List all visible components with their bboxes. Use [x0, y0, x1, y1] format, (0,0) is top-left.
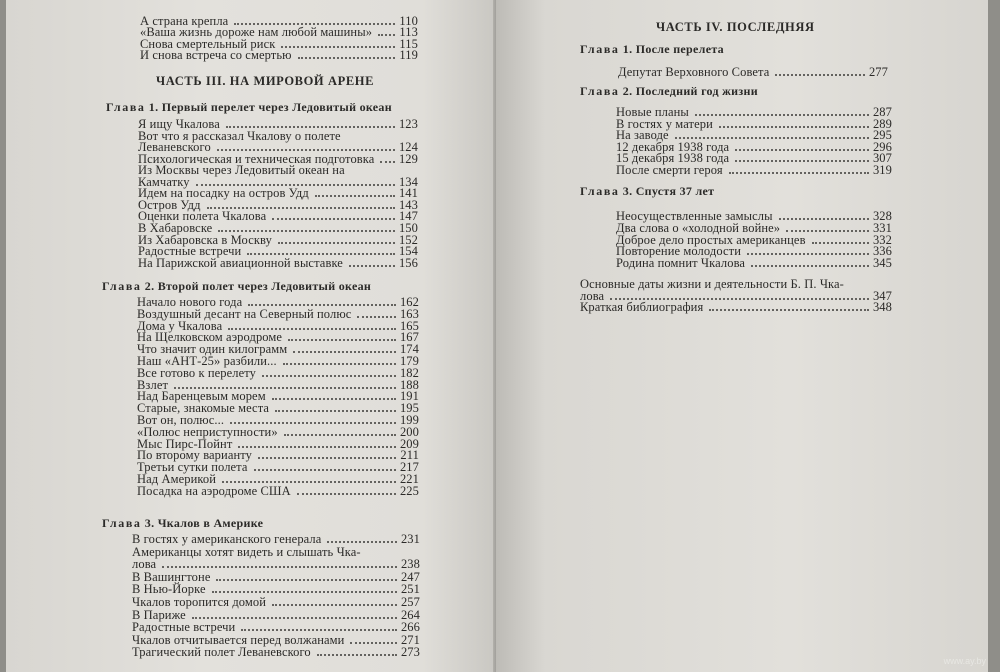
toc-entry-title: И снова встреча со смертью [140, 48, 292, 63]
dot-leader [216, 579, 396, 581]
dot-leader [357, 316, 396, 318]
toc-entry-title: Я ищу Чкалова [138, 117, 220, 131]
toc-entry-title: Что значит один килограмм [137, 342, 288, 357]
part-title: ЧАСТЬ IV. ПОСЛЕДНЯЯ [656, 20, 815, 34]
dot-leader [350, 642, 396, 644]
chapter-name: 1. Первый перелет через Ледовитый океан [145, 100, 392, 114]
toc-entry-page: 113 [399, 25, 418, 40]
toc-entry-page: 296 [872, 139, 892, 154]
dot-leader [241, 629, 397, 631]
dot-leader [258, 457, 396, 459]
toc-entry-title: Повторение молодости [616, 244, 742, 259]
toc-entry-page: 225 [399, 483, 419, 498]
toc-entry-page: 134 [398, 174, 418, 189]
toc-entry-title: Посадка на аэродроме США [137, 483, 291, 498]
toc-entry-page: 152 [398, 232, 418, 247]
toc-entry-page: 307 [872, 151, 892, 166]
toc-entry-page: 238 [400, 557, 420, 572]
toc-entry-title: Из Хабаровска в Москву [138, 232, 272, 247]
toc-entry [618, 66, 888, 79]
right-page [496, 0, 988, 672]
toc-entry-title: Вот он, полюс... [137, 413, 225, 427]
toc-entry-page: 163 [399, 306, 419, 321]
dot-leader [729, 172, 869, 174]
toc-entry-title: После смерти героя [616, 163, 723, 177]
toc-entry-title: В Вашингтоне [132, 569, 211, 584]
toc-entry [132, 546, 420, 559]
toc-entry-title: Два слова о «холодной войне» [616, 220, 781, 235]
toc-entry-page: 191 [399, 389, 419, 404]
toc-entry-page: 162 [399, 295, 419, 309]
toc-entry-title: Все готово к перелету [137, 365, 257, 380]
dot-leader [378, 34, 395, 36]
dot-leader [254, 469, 396, 471]
dot-leader [786, 230, 869, 232]
toc-entry-page: 167 [399, 330, 419, 345]
toc-entry-title: В гостях у американского генерала [132, 532, 322, 546]
toc-entry-page: 156 [398, 255, 418, 270]
dot-leader [297, 493, 396, 495]
toc-entry-page: 251 [400, 582, 420, 597]
chapter-name: 2. Последний год жизни [619, 84, 758, 98]
toc-entry-title: 12 декабря 1938 года [616, 139, 730, 154]
toc-entry-title: В гостях у матери [616, 116, 713, 131]
toc-entry-page: 199 [399, 413, 419, 427]
toc-entry-title: Взлет [137, 377, 169, 392]
dot-leader [283, 363, 396, 365]
toc-entry-page: 331 [872, 220, 892, 235]
dot-leader [272, 398, 396, 400]
toc-entry [137, 485, 419, 498]
dot-leader [247, 253, 395, 255]
toc-entry-page: 231 [400, 532, 420, 546]
chapter-word: Глава [580, 184, 620, 198]
dot-leader [212, 591, 397, 593]
chapter-word: Глава [580, 84, 620, 98]
dot-leader [248, 304, 396, 306]
dot-leader [275, 410, 396, 412]
watermark: www.ay.by [943, 656, 986, 666]
dot-leader [735, 160, 869, 162]
dot-leader [293, 351, 396, 353]
toc-entry-page: 143 [398, 197, 418, 212]
toc-entry-page: 182 [399, 365, 419, 380]
toc-entry-page: 147 [398, 209, 418, 224]
toc-entry-title: лова [132, 557, 157, 572]
toc-entry-title: Психологическая и техническая подготовка [138, 151, 375, 166]
dot-leader [675, 137, 869, 139]
dot-leader [272, 218, 395, 220]
dot-leader [812, 242, 869, 244]
toc-entry-page: 154 [398, 244, 418, 259]
toc-entry-title: Радостные встречи [138, 244, 242, 259]
toc-entry-page: 200 [399, 424, 419, 439]
toc-entry-title: Вот что я рассказал Чкалову о полете [138, 128, 341, 143]
left-page [6, 0, 496, 672]
dot-leader [380, 161, 394, 163]
toc-entry-title: лова [580, 288, 605, 303]
toc-entry-page: 277 [868, 65, 888, 79]
dot-leader [719, 126, 869, 128]
dot-leader [775, 74, 865, 76]
toc-entry [132, 646, 420, 659]
toc-entry-title: Начало нового года [137, 295, 243, 309]
dot-leader [162, 566, 397, 568]
toc-entry-page: 221 [399, 472, 419, 486]
chapter-title [102, 516, 263, 531]
toc-entry-title: Мыс Пирс-Пойнт [137, 436, 233, 451]
toc-entry-title: Доброе дело простых американцев [616, 232, 806, 247]
toc-entry-page: 115 [399, 36, 418, 51]
toc-entry-title: Над Америкой [137, 472, 217, 486]
toc-entry-page: 165 [399, 318, 419, 333]
toc-entry-title: Неосуществленные замыслы [616, 209, 773, 223]
chapter-title [580, 84, 758, 99]
toc-entry [616, 164, 892, 177]
toc-entry-title: Родина помнит Чкалова [616, 256, 746, 271]
toc-entry-title: Из Москвы через Ледовитый океан на [138, 163, 345, 178]
dot-leader [228, 328, 396, 330]
chapter-title [102, 279, 371, 294]
dot-leader [192, 617, 397, 619]
toc-entry-page: 119 [399, 48, 418, 63]
toc-entry-title: Краткая библиография [580, 300, 704, 314]
toc-entry-page: 188 [399, 377, 419, 392]
dot-leader [238, 446, 396, 448]
toc-entry-page: 336 [872, 244, 892, 259]
toc-entry-page: 271 [400, 632, 420, 647]
dot-leader [317, 654, 397, 656]
toc-entry-title: «Полюс неприступности» [137, 424, 278, 439]
dot-leader [735, 149, 869, 151]
toc-entry-title: Старые, знакомые места [137, 401, 270, 416]
toc-entry-title: На заводе [616, 128, 669, 143]
toc-entry-page: 289 [872, 116, 892, 131]
dot-leader [278, 242, 395, 244]
dot-leader [779, 218, 869, 220]
toc-entry-page: 347 [872, 288, 892, 303]
toc-entry-title: Над Баренцевым морем [137, 389, 266, 404]
toc-entry-page: 273 [400, 645, 420, 660]
toc-entry-page: 295 [872, 128, 892, 143]
toc-entry-title: Снова смертельный риск [140, 36, 276, 51]
toc-entry-page: 123 [398, 117, 418, 131]
dot-leader [695, 114, 869, 116]
dot-leader [174, 387, 396, 389]
toc-entry-title: Воздушный десант на Северный полюс [137, 306, 352, 321]
chapter-name: 3. Спустя 37 лет [619, 184, 715, 198]
toc-entry-title: По второму варианту [137, 448, 252, 463]
toc-entry-page: 150 [398, 220, 418, 235]
dot-leader [288, 339, 396, 341]
toc-entry [616, 257, 892, 270]
chapter-name: 1. После перелета [619, 42, 724, 56]
toc-entry-page: 211 [400, 448, 419, 463]
toc-entry-page: 209 [399, 436, 419, 451]
toc-entry-title: Американцы хотят видеть и слышать Чка- [132, 544, 361, 559]
chapter-title [106, 100, 392, 115]
toc-entry-title: 15 декабря 1938 года [616, 151, 730, 166]
dot-leader [217, 149, 395, 151]
toc-entry-title: «Ваша жизнь дороже нам любой машины» [140, 25, 373, 40]
toc-entry-title: Леваневского [138, 140, 211, 155]
dot-leader [222, 481, 396, 483]
toc-entry-title: На Парижской авиационной выставке [138, 255, 343, 270]
dot-leader [284, 434, 396, 436]
chapter-word: Глава [106, 100, 146, 114]
toc-entry-page: 124 [398, 140, 418, 155]
dot-leader [262, 375, 396, 377]
toc-entry-page: 129 [398, 151, 418, 166]
chapter-name: 3. Чкалов в Америке [141, 516, 264, 530]
toc-entry-page: 264 [400, 607, 420, 622]
toc-entry-page: 332 [872, 232, 892, 247]
toc-entry [580, 301, 892, 314]
toc-entry-page: 195 [399, 401, 419, 416]
part-title: ЧАСТЬ III. НА МИРОВОЙ АРЕНЕ [156, 74, 375, 88]
dot-leader [230, 422, 396, 424]
toc-entry-page: 141 [398, 186, 418, 201]
toc-entry-page: 287 [872, 105, 892, 119]
dot-leader [751, 265, 869, 267]
dot-leader [327, 541, 397, 543]
dot-leader [315, 195, 395, 197]
toc-entry-title: Трагический полет Леваневского [132, 645, 311, 660]
toc-entry-page: 179 [399, 354, 419, 368]
toc-entry-title: В Париже [132, 607, 186, 622]
toc-entry-page: 257 [400, 595, 420, 609]
toc-entry-page: 348 [872, 300, 892, 314]
toc-entry-title: Остров Удд [138, 197, 201, 212]
toc-entry-title: На Щелковском аэродроме [137, 330, 283, 345]
toc-entry-title: Чкалов торопится домой [132, 595, 267, 609]
toc-entry-page: 110 [399, 14, 418, 28]
toc-entry-page: 328 [872, 209, 892, 223]
dot-leader [349, 265, 395, 267]
toc-entry-title: Радостные встречи [132, 620, 236, 635]
dot-leader [298, 57, 396, 59]
toc-entry-page: 217 [399, 460, 419, 475]
toc-entry [140, 49, 418, 62]
toc-entry-title: В Хабаровске [138, 220, 213, 235]
dot-leader [218, 230, 395, 232]
toc-entry-title: В Нью-Йорке [132, 582, 206, 597]
toc-entry-page: 247 [400, 569, 420, 584]
toc-entry-page: 174 [399, 342, 419, 357]
dot-leader [281, 46, 395, 48]
toc-entry-title: Новые планы [616, 105, 689, 119]
toc-entry-title: А страна крепла [140, 14, 229, 28]
chapter-name: 2. Второй полет через Ледовитый океан [141, 279, 372, 293]
toc-entry-page: 266 [400, 620, 420, 635]
dot-leader [709, 309, 869, 311]
chapter-word: Глава [580, 42, 620, 56]
toc-entry-title: Чкалов отчитывается перед волжанами [132, 632, 345, 647]
toc-entry-title: Третьи сутки полета [137, 460, 248, 475]
toc-entry [138, 257, 418, 270]
dot-leader [226, 126, 395, 128]
toc-entry-title: Основные даты жизни и деятельности Б. П. Чка- [580, 277, 844, 291]
toc-entry-title: Дома у Чкалова [137, 318, 223, 333]
toc-entry-title: Депутат Верховного Совета [618, 65, 770, 79]
toc-entry-page: 345 [872, 256, 892, 271]
toc-entry-title: Идем на посадку на остров Удд [138, 186, 309, 201]
toc-entry-title: Оценки полета Чкалова [138, 209, 267, 224]
toc-entry-page: 319 [872, 163, 892, 177]
dot-leader [747, 253, 869, 255]
toc-entry-title: Камчатку [138, 174, 190, 189]
chapter-word: Глава [102, 516, 142, 530]
toc-entry-title: Наш «АНТ-25» разбили... [137, 354, 277, 368]
chapter-word: Глава [102, 279, 142, 293]
chapter-title [580, 42, 724, 57]
chapter-title [580, 184, 714, 199]
dot-leader [272, 604, 397, 606]
